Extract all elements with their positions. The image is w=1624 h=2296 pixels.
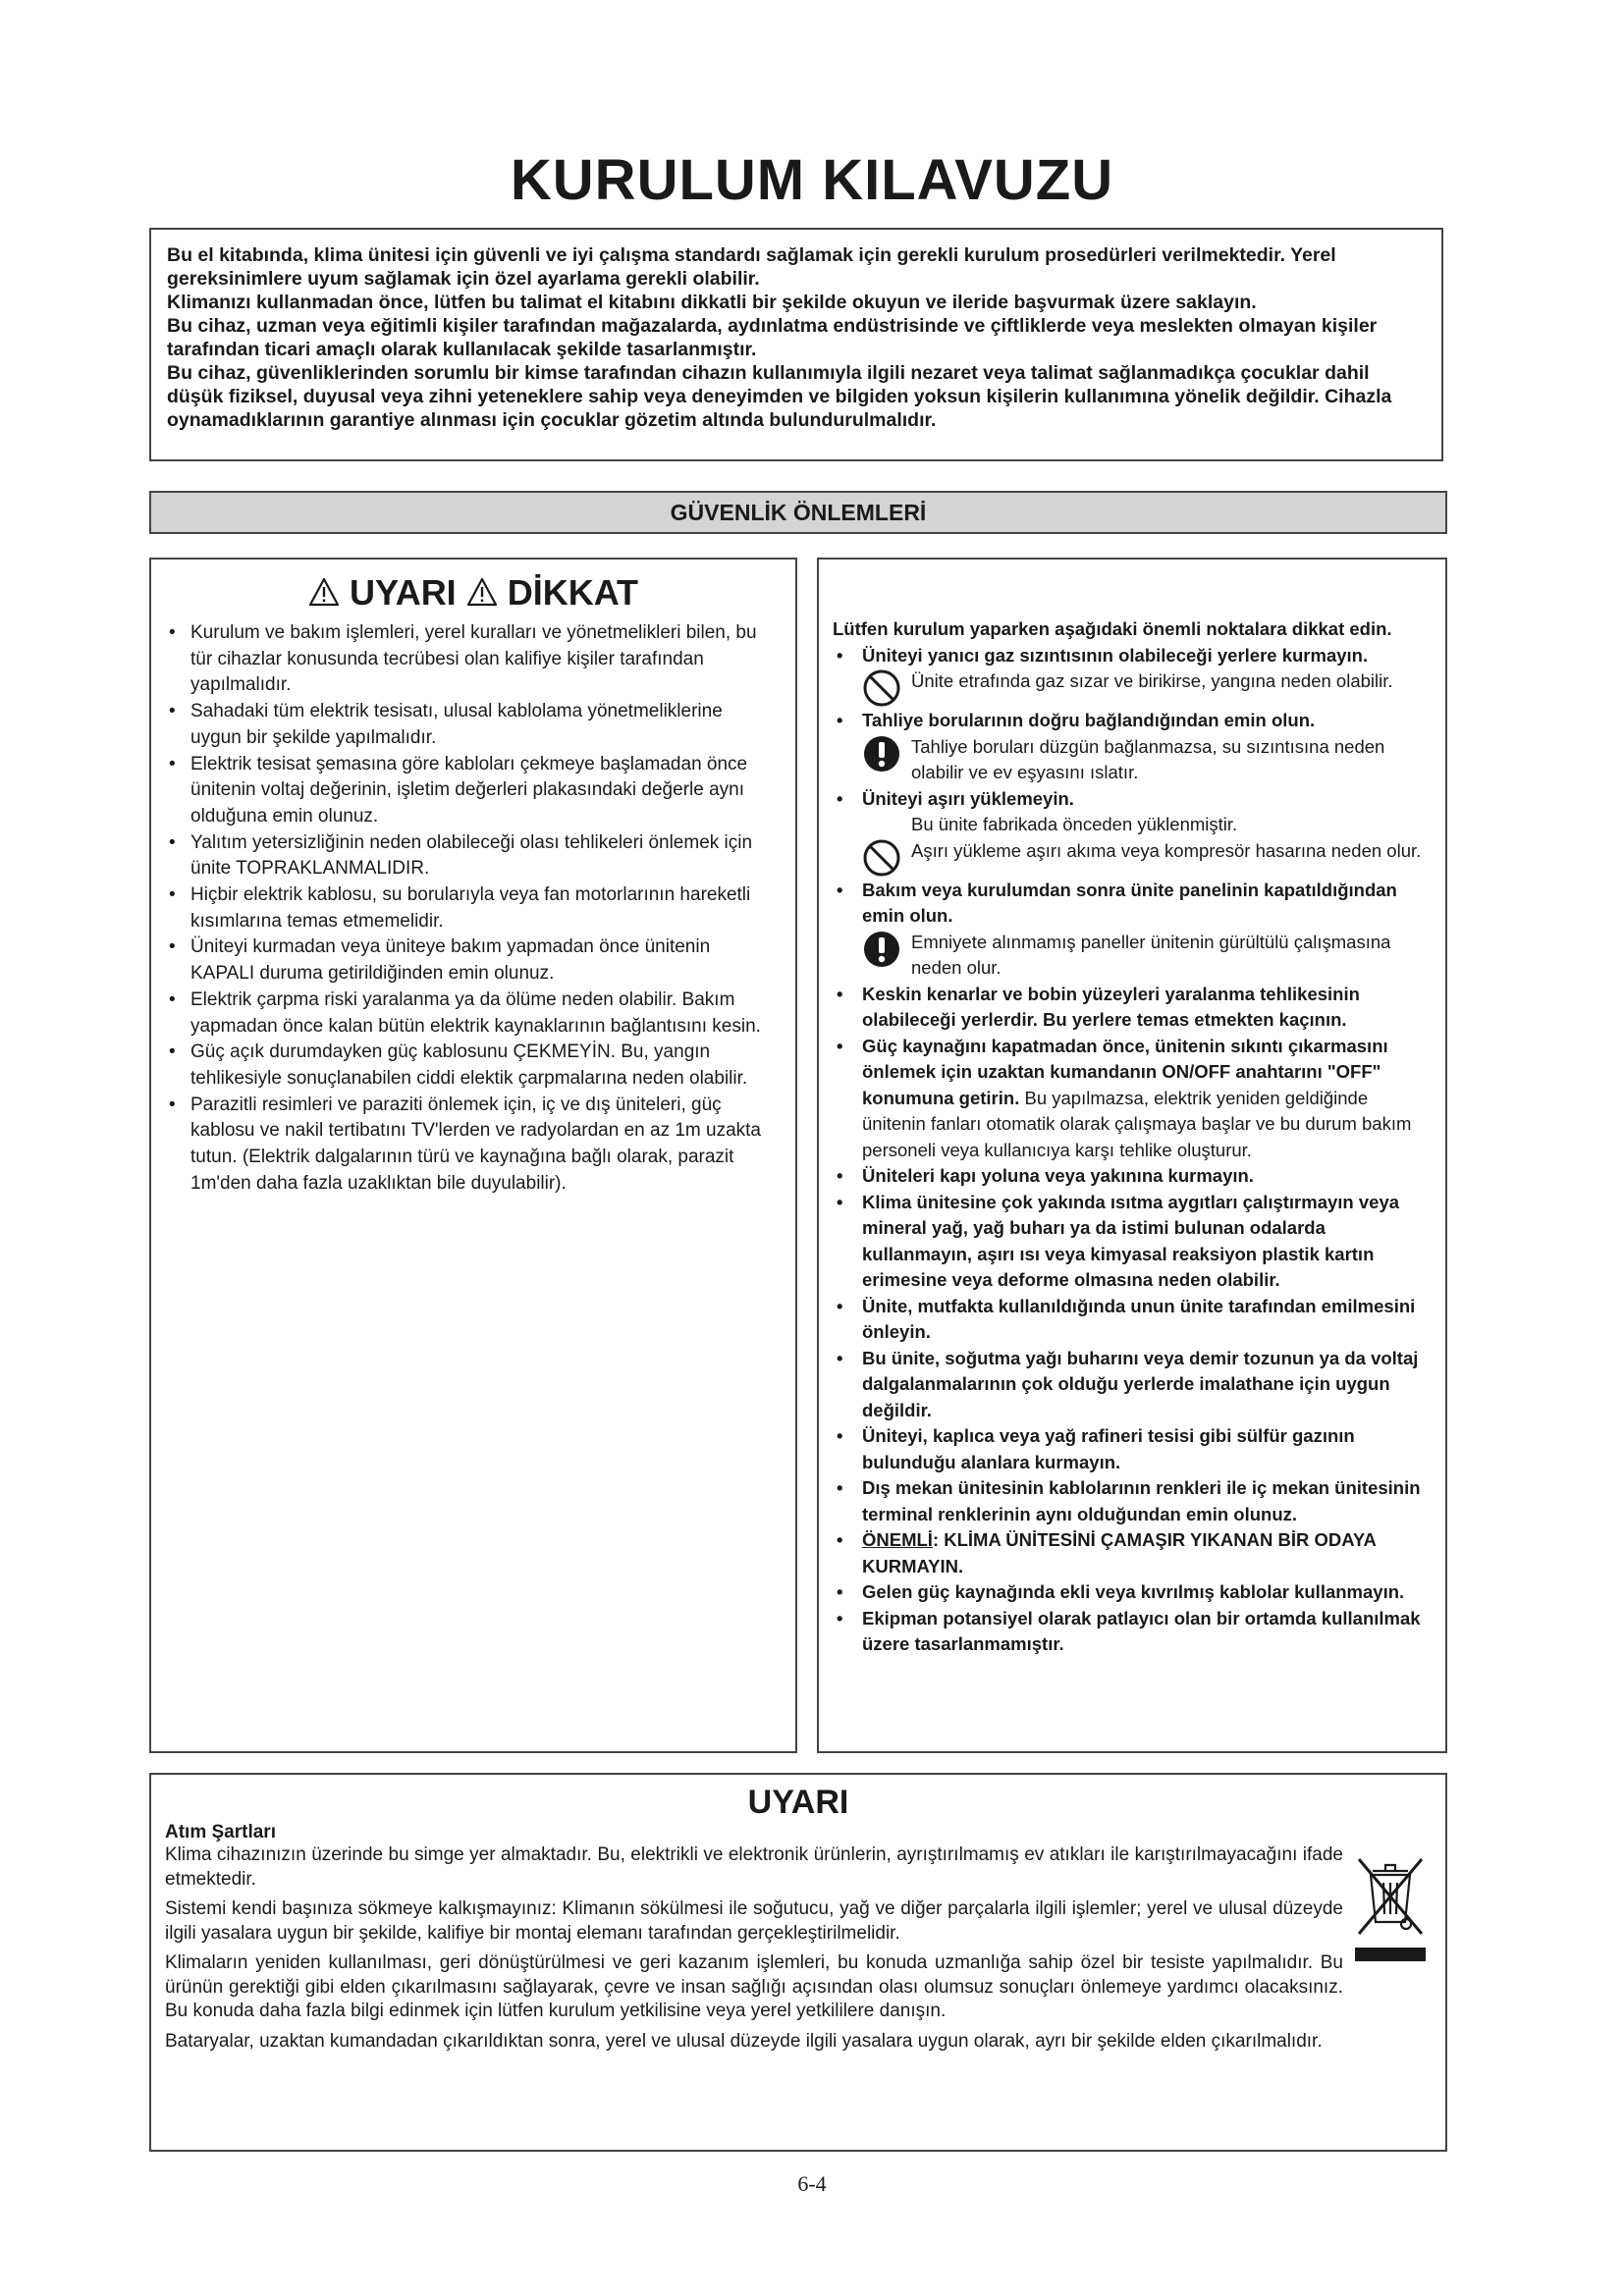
sub-note <box>862 668 1434 708</box>
sub-note <box>862 838 1434 878</box>
sub-note-text: Tahliye boruları düzgün bağlanmazsa, su sızıntısına neden olabilir ve ev eşyasını ıslatır. <box>911 735 1385 782</box>
disposal-body <box>165 1843 1343 2054</box>
sub-note-text: Emniyete alınmamış paneller ünitenin gürültülü çalışmasına neden olur. <box>911 931 1391 978</box>
list-item: • Elektrik tesisat şemasına göre kabloları çekmeye başlamadan önce ünitenin voltaj değerinin, işletim değerleri plakasındaki değerle aynı olduğuna emin olunuz. <box>169 752 776 830</box>
disposal-paragraph: Klima cihazınızın üzerinde bu simge yer almaktadır. Bu, elektrikli ve elektronik ürünlerin, ayrıştırılmamış ev atıkları ile karıştırılmayacağını ifade etmektedir. <box>165 1844 1343 1890</box>
caution-triangle-icon <box>466 576 498 608</box>
sub-note <box>911 812 1434 838</box>
list-item: • Gelen güç kaynağında ekli veya kıvrılmış kablolar kullanmayın. <box>833 1579 1434 1606</box>
list-item: • Sahadaki tüm elektrik tesisatı, ulusal kablolama yönetmeliklerine uygun bir şekilde yapılmalıdır. <box>169 699 776 751</box>
warning-triangle-icon <box>308 576 340 608</box>
item-text: : KLİMA ÜNİTESİNİ ÇAMAŞIR YIKANAN BİR ODAYA KURMAYIN. <box>862 1529 1377 1576</box>
list-item: • Dış mekan ünitesinin kablolarının renkleri ile iç mekan ünitesinin terminal renklerinin aynı olduğundan emin olunuz. <box>833 1475 1434 1527</box>
list-item <box>833 708 1434 734</box>
item-text: Üniteyi yanıcı gaz sızıntısının olabileceği yerlere kurmayın. <box>862 644 1369 666</box>
disposal-heading: UYARI <box>747 1784 849 1821</box>
list-item: • Hiçbir elektrik kablosu, su borularıyla veya fan motorlarının hareketli kısımlarına temas etmemelidir. <box>169 882 776 934</box>
disposal-warning-box <box>149 1773 1447 2152</box>
list-item <box>833 878 1434 930</box>
list-item <box>833 643 1434 669</box>
item-text: Tahliye borularının doğru bağlandığından emin olun. <box>862 710 1316 730</box>
item-text: Bakım veya kurulumdan sonra ünite panelinin kapatıldığından emin olun. <box>862 879 1397 926</box>
important-label: ÖNEMLİ <box>862 1529 933 1550</box>
list-item: • Üniteyi, kaplıca veya yağ rafineri tesisi gibi sülfür gazının bulunduğu alanlara kurmayın. <box>833 1423 1434 1475</box>
sub-note-text: Ünite etrafında gaz sızar ve birikirse, yangına neden olabilir. <box>911 670 1393 691</box>
list-item <box>833 1034 1434 1164</box>
page-number: 6-4 <box>797 2171 827 2196</box>
mandatory-icon <box>862 930 901 969</box>
intro-paragraph: Bu el kitabında, klima ünitesi için güvenli ve iyi çalışma standardı sağlamak için gerekli kurulum prosedürleri verilmektedir. Yerel gereksinimlere uyum sağlamak için özel ayarlama gerekli olabilir. <box>167 244 1336 290</box>
prohibition-icon <box>862 668 901 708</box>
intro-paragraph: Bu cihaz, güvenliklerinden sorumlu bir kimse tarafından cihazın kullanımıyla ilgili nezaret veya talimat sağlanmadıkça çocuklar dahil düşük fiziksel, duyusal veya zihni yeteneklere sahip veya deneyimden ve bilgiden yoksun kişilerin kullanımına yönelik değildir. Cihazla oynamadıklarının garantiye alınması için çocuklar gözetim altında bulundurulmalıdır. <box>167 362 1392 431</box>
list-item: • Bu ünite, soğutma yağı buharını veya demir tozunun ya da voltaj dalgalanmalarının çok olduğu yerlerde imalathane için uygun değildir. <box>833 1346 1434 1424</box>
list-item: • Güç açık durumdayken güç kablosunu ÇEKMEYİN. Bu, yangın tehlikesiyle sonuçlanabilen ciddi elektik çarpmalarına neden olabilir. <box>169 1040 776 1092</box>
warning-list <box>169 620 776 1197</box>
list-item: • Üniteyi kurmadan veya üniteye bakım yapmadan önce ünitenin KAPALI duruma getirildiğinden emin olunuz. <box>169 934 776 987</box>
list-item: • Klima ünitesine çok yakında ısıtma aygıtları çalıştırmayın veya mineral yağ, yağ buharı ya da istimi bulunan odalarda kullanmayın, aşırı ısı veya kimyasal reaksiyon plastik kartın erimesine veya deforme olmasına neden olabilir. <box>833 1190 1434 1294</box>
caution-label: DİKKAT <box>507 572 639 613</box>
intro-paragraph: Bu cihaz, uzman veya eğitimli kişiler tarafından mağazalarda, aydınlatma endüstrisinde ve çiftliklerde veya meslekten olmayan kişiler tarafından ticari amaçlı olarak kullanılacak şekilde tasarlanmıştır. <box>167 315 1378 360</box>
list-item <box>833 786 1434 813</box>
intro-box <box>149 228 1443 461</box>
list-item: • Kurulum ve bakım işlemleri, yerel kuralları ve yönetmelikleri bilen, bu tür cihazlar konusunda tecrübesi olan kalifiye kişiler tarafından yapılmalıdır. <box>169 620 776 699</box>
sub-note-text: Aşırı yükleme aşırı akıma veya kompresör hasarına neden olur. <box>911 839 1422 861</box>
sub-note-text: Bu ünite fabrikada önceden yüklenmiştir. <box>911 814 1238 834</box>
list-item: • Yalıtım yetersizliğinin neden olabileceği olası tehlikeleri önlemek için ünite TOPRAKLANMALIDIR. <box>169 830 776 882</box>
prohibition-icon <box>862 838 901 878</box>
notes-list <box>833 643 1434 1658</box>
warning-caution-box <box>149 558 797 1753</box>
list-item: • Üniteleri kapı yoluna veya yakınına kurmayın. <box>833 1163 1434 1190</box>
disposal-subheading: Atım Şartları <box>165 1822 276 1842</box>
safety-banner: GÜVENLİK ÖNLEMLERİ <box>149 491 1447 534</box>
item-text: Üniteyi aşırı yüklemeyin. <box>862 787 1074 809</box>
notes-lead: Lütfen kurulum yaparken aşağıdaki önemli noktalara dikkat edin. <box>833 618 1392 639</box>
warning-heading <box>151 571 795 614</box>
sub-note <box>862 930 1434 982</box>
installation-notes-box <box>817 558 1447 1753</box>
disposal-paragraph: Bataryalar, uzaktan kumandadan çıkarıldıktan sonra, yerel ve ulusal düzeyde ilgili yasalara uygun olarak, ayrı bir şekilde elden çıkarılmalıdır. <box>165 2030 1323 2052</box>
sub-note <box>862 734 1434 786</box>
item-text-bold: Güç kaynağını kapatmadan önce, ünitenin sıkıntı çıkarmasını önlemek için uzaktan kumandanın ON/OFF anahtarını "OFF" konumuna getirin. <box>862 1035 1388 1108</box>
page-title: KURULUM KILAVUZU <box>510 148 1114 212</box>
list-item: • Ekipman potansiyel olarak patlayıcı olan bir ortamda kullanılmak üzere tasarlanmamıştır. <box>833 1606 1434 1658</box>
list-item <box>833 1527 1434 1579</box>
disposal-paragraph: Klimaların yeniden kullanılması, geri dönüştürülmesi ve geri kazanım işlemleri, bu konuda uzmanlığa sahip özel bir tesiste yapılmalıdır. Bu ürünün gerektiği gibi elden çıkarılmasını sağlayarak, çevre ve insan sağlığı açısından olası olumsuz sonuçları önlemeye yardımcı olacaksınız. Bu konuda daha fazla bilgi edinmek için lütfen kurulum yetkilisine veya yerel yetkililere danışın. <box>165 1952 1343 2021</box>
warning-label: UYARI <box>349 572 457 613</box>
list-item: • Parazitli resimleri ve paraziti önlemek için, iç ve dış üniteleri, güç kablosu ve nakil tertibatını TV'lerden ve radyolardan en az 1m uzakta tutun. (Elektrik dalgalarının türü ve kaynağına bağlı olarak, parazit 1m'den daha fazla uzaklıktan bile duyulabilir). <box>169 1093 776 1198</box>
list-item: • Keskin kenarlar ve bobin yüzeyleri yaralanma tehlikesinin olabileceği yerlerdir. Bu yerlere temas etmekten kaçının. <box>833 982 1434 1034</box>
list-item: • Elektrik çarpma riski yaralanma ya da ölüme neden olabilir. Bakım yapmadan önce kalan bütün elektrik kaynaklarının bağlantısını kesin. <box>169 988 776 1040</box>
crossed-out-bin-icon <box>1351 1849 1430 1967</box>
item-text: Bu yapılmazsa, elektrik yeniden geldiğinde ünitenin fanları otomatik olarak çalışmaya başlar ve bu durum bakım personeli veya kullanıcıya karşı tehlike oluşturur. <box>862 1087 1412 1160</box>
mandatory-icon <box>862 734 901 774</box>
disposal-paragraph: Sistemi kendi başınıza sökmeye kalkışmayınız: Klimanın sökülmesi ile soğutucu, yağ ve diğer parçalarla ilgili işlemler; yerel ve ulusal düzeyde ilgili yasalara uygun bir şekilde, kalifiye bir montaj elemanı tarafından gerçekleştirilmelidir. <box>165 1898 1343 1944</box>
intro-paragraph: Klimanızı kullanmadan önce, lütfen bu talimat el kitabını dikkatli bir şekilde okuyun ve ileride başvurmak üzere saklayın. <box>167 292 1257 313</box>
list-item: • Ünite, mutfakta kullanıldığında unun ünite tarafından emilmesini önleyin. <box>833 1294 1434 1346</box>
